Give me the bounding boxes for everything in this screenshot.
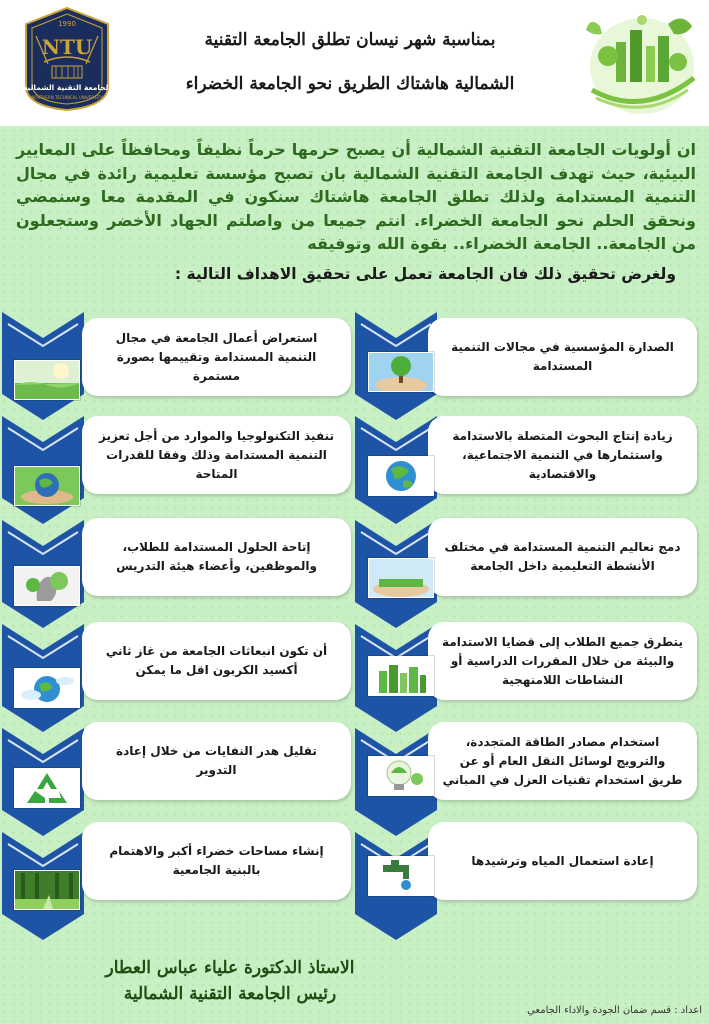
chevron-stack-left: [2, 312, 84, 940]
goal-card-left-1: [82, 318, 351, 396]
goal-text: تقليل هدر النفايات من خلال إعادة التدوير: [116, 744, 317, 777]
tree-head-image: [14, 566, 80, 606]
goal-text: تنفيذ التكنولوجيا والموارد من أجل تعزيز التنمية المستدامة وذلك وفقا للقدرات المتاحة: [98, 428, 334, 481]
hands-grass-image: [368, 558, 434, 598]
green-globe-image: [368, 456, 434, 496]
logo-year: 1990: [58, 20, 76, 28]
logo-name-english: NORTHERN TECHNICAL UNIVERSITY: [31, 95, 103, 100]
prepared-by-note: اعداد : قسم ضمان الجودة والاداء الجامعي: [527, 1005, 702, 1016]
goal-text: الصدارة المؤسسية في مجالات التنمية المستدامة: [451, 340, 674, 373]
globe-in-hands-image: [14, 466, 80, 506]
water-tap-image: [368, 856, 434, 896]
goal-text: أن تكون انبعاثات الجامعة من غاز ثاني أكسيد الكربون اقل ما يمكن: [105, 644, 328, 677]
green-meadow-image: [14, 360, 80, 400]
earth-clouds-image: [14, 668, 80, 708]
logo-monogram: NTU: [41, 35, 93, 59]
goal-card-right-1: [428, 318, 697, 396]
forest-path-image: [14, 870, 80, 910]
chevron-column-right: [355, 312, 437, 940]
university-logo-emblem: [22, 6, 112, 112]
intro-paragraph: ان أولويات الجامعة التقنية الشمالية أن يصبح حرمها حرماً نظيفاً ومحافظاً على المعايير البيئية، حيث تهدف الجامعة التقنية الشمالية بان تصبح مؤسسة تعليمية رائدة في مجال التنمية المستدامة ولذلك تطلق الجامعة هاشتاك سنكون في المقدمة معا وسنمضي ونحقق الحلم نحو الجامعة الخضراء. انتم جميعا من واصلتم الجهاد الأخضر وستجعلون من الجامعة.. الجامعة الخضراء.. بقوة الله وتوفيقه: [16, 140, 696, 253]
chevron-stack-right: [355, 312, 437, 940]
logo-name-arabic: الجامعة التقنية الشمالية: [22, 83, 112, 92]
goal-text: استعراض أعمال الجامعة في مجال التنمية المستدامة وتقييمها بصورة مستمرة: [115, 330, 318, 383]
goal-card-left-5: [82, 722, 351, 800]
hands-tree-image: [368, 352, 434, 392]
goal-card-left-6: [82, 822, 351, 900]
goal-text: دمج تعاليم التنمية المستدامة في مختلف الأنشطة التعليمية داخل الجامعة: [444, 540, 681, 573]
header-title-line-2: الشمالية هاشتاك الطريق نحو الجامعة الخضراء: [185, 74, 515, 94]
goals-lead-text: ولغرض تحقيق ذلك فان الجامعة تعمل على تحقيق الاهداف التالية :: [174, 265, 676, 283]
goal-text: إعادة استعمال المياه وترشيدها: [471, 853, 654, 868]
green-city-bulb-icon: [582, 6, 700, 118]
goal-card-right-6: [428, 822, 697, 900]
goal-card-right-3: [428, 518, 697, 596]
eco-bulb-image: [368, 756, 434, 796]
signature-title: رئيس الجامعة التقنية الشمالية: [123, 984, 337, 1004]
goal-card-left-4: [82, 622, 351, 700]
goal-text: إتاحة الحلول المستدامة للطلاب، والموظفين، وأعضاء هيئة التدريس: [116, 540, 317, 573]
goal-card-right-4: [428, 622, 697, 700]
chevron-column-left: [2, 312, 84, 940]
recycle-icon: [14, 768, 80, 808]
goal-text: زيادة إنتاج البحوث المتصلة بالاستدامة واستثمارها في التنمية الاجتماعية، والاقتصادية: [452, 428, 673, 481]
goal-card-right-2: [428, 416, 697, 494]
goal-card-right-5: [428, 722, 697, 800]
header-banner: [0, 0, 709, 126]
goal-text: استخدام مصادر الطاقة المتجددة، والترويج لوسائل النقل العام أو عن طريق استخدام تقنيات العزل في المباني: [442, 734, 683, 787]
goal-card-left-2: [82, 416, 351, 494]
university-logo: [22, 6, 112, 112]
goal-text: إنشاء مساحات خضراء أكبر والاهتمام بالبنية الجامعية: [109, 844, 324, 877]
signature-name: الاستاذ الدكتورة علياء عباس العطار: [105, 958, 355, 978]
header-title-line-1: بمناسبة شهر نيسان تطلق الجامعة التقنية: [204, 30, 496, 50]
green-city-image: [368, 656, 434, 696]
goal-text: يتطرق جميع الطلاب إلى قضايا الاستدامة والبيئة من خلال المقررات الدراسية أو النشاطات اللامنهجية: [442, 634, 683, 687]
goal-card-left-3: [82, 518, 351, 596]
